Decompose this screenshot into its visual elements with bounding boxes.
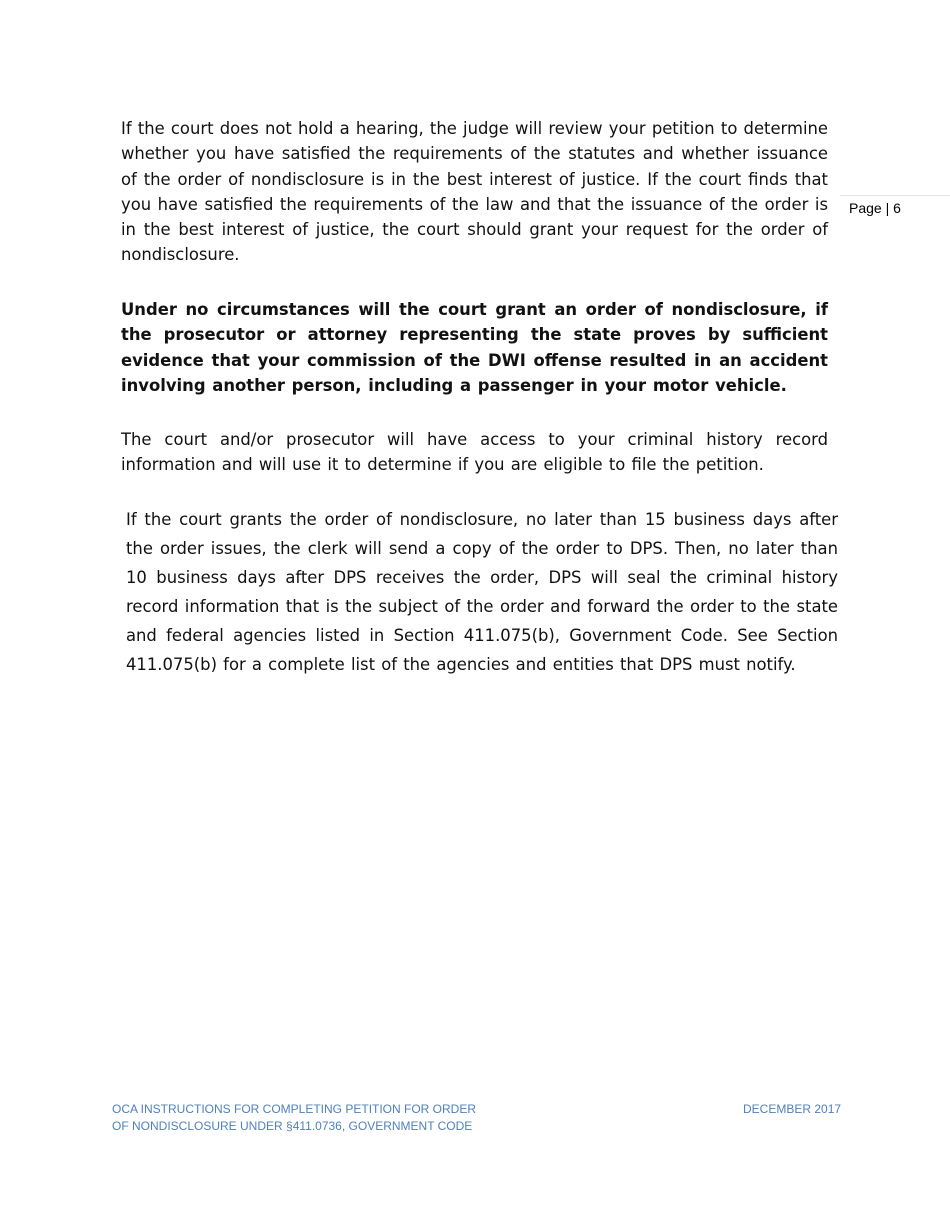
page-number-tab <box>840 195 950 216</box>
footer-date: DECEMBER 2017 <box>743 1102 842 1116</box>
paragraph-order-granted-process: If the court grants the order of nondisclosure, no later than 15 business days after the order issues, the clerk will send a copy of the order to DPS. Then, no later than 10 business days after DPS receives the order, DPS will seal the criminal history record information that is the subject of the order and forward the order to the state and federal agencies listed in Section 411.075(b), Government Code. See Section 411.075(b) for a complete list of the agencies and entities that DPS must notify. <box>126 510 838 674</box>
paragraph-no-hearing-review: If the court does not hold a hearing, the judge will review your petition to determine whether you have satisfied the requirements of the statutes and whether issuance of the order of nondisclosure is in the best interest of justice. If the court finds that you have satisfied the requirements of the law and that the issuance of the order is in the best interest of justice, the court should grant your request for the order of nondisclosure. <box>121 119 828 265</box>
paragraph-criminal-history-access: The court and/or prosecutor will have access to your criminal history record information and will use it to determine if you are eligible to file the petition. <box>121 430 828 475</box>
paragraph-dwi-accident-warning: Under no circumstances will the court grant an order of nondisclosure, if the prosecutor or attorney representing the state proves by sufficient evidence that your commission of the DWI offense resulted in an accident involving another person, including a passenger in your motor vehicle. <box>121 300 828 395</box>
footer-document-title: OCA INSTRUCTIONS FOR COMPLETING PETITION FOR ORDER OF NONDISCLOSURE UNDER §411.0736, GOVERNMENT CODE <box>112 1102 477 1133</box>
page-number: Page | 6 <box>849 200 901 216</box>
